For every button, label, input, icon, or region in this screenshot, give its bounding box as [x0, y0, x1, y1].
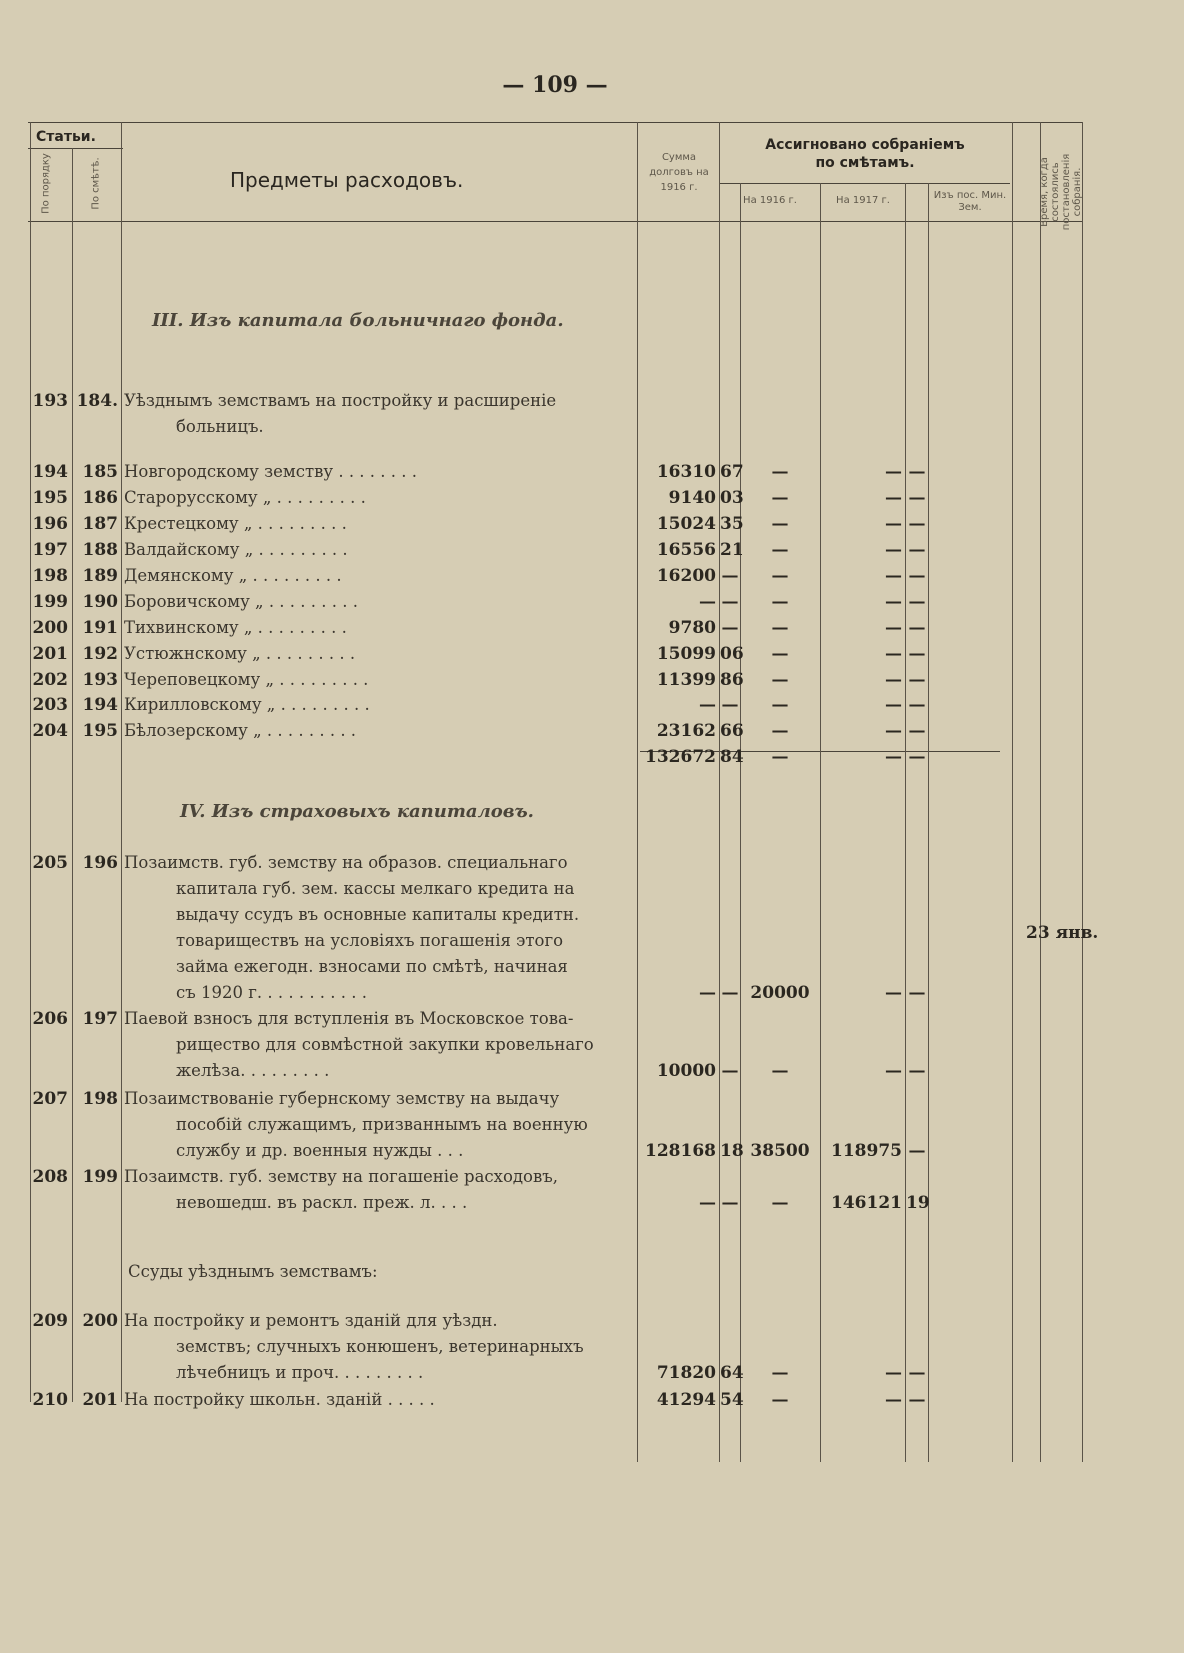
assigned-1916: — — [771, 644, 789, 664]
estimate-number: 187 — [82, 514, 118, 534]
estimate-number: 196 — [82, 853, 118, 873]
assigned-1916: — — [771, 1363, 789, 1383]
item-text: Демянскому „ . . . . . . . . . — [124, 566, 342, 585]
assigned-1916: — — [771, 1390, 789, 1410]
estimate-number: 198 — [82, 1089, 118, 1109]
assigned-1917-kop: — — [908, 592, 926, 612]
order-number: 198 — [32, 566, 68, 586]
item-text: На постройку школьн. зданій . . . . . — [124, 1390, 435, 1409]
estimate-number: 191 — [82, 618, 118, 638]
rule-min — [1012, 122, 1013, 1462]
assigned-1916: — — [771, 592, 789, 612]
rule-sum — [637, 122, 638, 1462]
assigned-1916: — — [771, 566, 789, 586]
assigned-1917-kop: — — [908, 1141, 926, 1161]
section-4-title: IV. Изъ страховыхъ капиталовъ. — [180, 801, 534, 822]
header-debts-sum: Сумма долговъ на 1916 г. — [649, 152, 709, 193]
sum-1916-rubles: 23162 — [656, 721, 716, 741]
sum-1916-kop: 66 — [720, 721, 744, 741]
assigned-1916: — — [771, 695, 789, 715]
item-text: больницъ. — [176, 417, 264, 436]
order-number: 195 — [32, 488, 68, 508]
sum-1916-kop: — — [721, 566, 739, 586]
item-text: Паевой взносъ для вступленія въ Московское това- — [124, 1009, 574, 1028]
assigned-1917-kop: — — [908, 618, 926, 638]
assigned-1916: — — [771, 618, 789, 638]
assigned-1916: 38500 — [750, 1141, 810, 1161]
header-subjects: Предметы расходовъ. — [230, 168, 464, 192]
sum-1916-rubles: — — [699, 1193, 716, 1213]
sum-1916-kop: — — [721, 983, 739, 1003]
item-text: пособій служащимъ, призваннымъ на военную — [176, 1115, 588, 1134]
order-number: 207 — [32, 1089, 68, 1109]
sum-1916-kop: 18 — [720, 1141, 744, 1161]
sum-1916-kop: 84 — [720, 747, 744, 767]
item-text: займа ежегодн. взносами по смѣтѣ, начиная — [176, 957, 568, 976]
estimate-number: 184. — [76, 391, 118, 411]
order-number: 197 — [32, 540, 68, 560]
assigned-1917-kop: — — [908, 983, 926, 1003]
assigned-1916: — — [771, 721, 789, 741]
assigned-1916: — — [771, 540, 789, 560]
item-text: съ 1920 г. . . . . . . . . . . — [176, 983, 368, 1002]
assigned-1917: — — [885, 488, 902, 508]
item-text: Валдайскому „ . . . . . . . . . — [124, 540, 348, 559]
sum-1916-kop: 67 — [720, 462, 744, 482]
rule-estimate — [121, 122, 122, 1402]
header-bottom-rule — [28, 221, 1083, 222]
estimate-number: 195 — [82, 721, 118, 741]
order-number: 205 — [32, 853, 68, 873]
sum-1916-kop: — — [721, 1193, 739, 1213]
estimate-number: 199 — [82, 1167, 118, 1187]
assigned-1917-kop: — — [908, 670, 926, 690]
estimate-number: 189 — [82, 566, 118, 586]
assigned-1916: — — [771, 747, 789, 767]
header-assigned: Ассигновано собраніемъ по смѣтамъ. — [765, 137, 965, 172]
assigned-1917-kop: — — [908, 1061, 926, 1081]
item-text: Позаимств. губ. земству на погашеніе расходовъ, — [124, 1167, 559, 1186]
item-text: Уѣзднымъ земствамъ на постройку и расширеніе — [124, 391, 557, 410]
header-by-estimate: По смѣтѣ. — [90, 157, 102, 210]
assigned-1917: — — [885, 514, 902, 534]
item-text: Боровичскому „ . . . . . . . . . — [124, 592, 358, 611]
sum-1916-kop: — — [721, 695, 739, 715]
item-text: Бѣлозерскому „ . . . . . . . . . — [124, 721, 357, 740]
assigned-1917-kop: — — [908, 721, 926, 741]
sum-1916-rubles: 41294 — [656, 1390, 716, 1410]
order-number: 200 — [32, 618, 68, 638]
rule-left — [30, 122, 31, 1402]
sum-1916-kop: 64 — [720, 1363, 744, 1383]
estimate-number: 190 — [82, 592, 118, 612]
sum-1916-kop: 03 — [720, 488, 744, 508]
order-number: 210 — [32, 1390, 68, 1410]
sum-1916-rubles: — — [699, 592, 716, 612]
rule-1916 — [820, 183, 821, 1462]
header-from-min: Изъ пос. Мин. Зем. — [933, 190, 1007, 213]
section-3-title: III. Изъ капитала больничнаго фонда. — [152, 310, 564, 331]
page-number: — 109 — — [502, 72, 608, 98]
rule-kop-divider — [740, 183, 741, 1462]
assigned-1917-kop: — — [908, 1390, 926, 1410]
sum-1916-rubles: 15099 — [656, 644, 716, 664]
header-articles: Статьи. — [36, 129, 96, 145]
loans-heading: Ссуды уѣзднымъ земствамъ: — [128, 1262, 378, 1281]
sum-1916-rubles: 11399 — [656, 670, 716, 690]
estimate-number: 188 — [82, 540, 118, 560]
assigned-1917: — — [885, 644, 902, 664]
sum-1916-rubles: 71820 — [656, 1363, 716, 1383]
estimate-number: 197 — [82, 1009, 118, 1029]
assigned-1917: — — [885, 566, 902, 586]
sum-1916-kop: — — [721, 1061, 739, 1081]
sum-1916-kop: — — [721, 592, 739, 612]
assigned-1917-kop: — — [908, 747, 926, 767]
item-text: Позаимствованіе губернскому земству на выдачу — [124, 1089, 560, 1108]
header-1917: На 1917 г. — [836, 195, 890, 206]
assigned-1916: — — [771, 488, 789, 508]
assigned-1917: — — [885, 1363, 902, 1383]
estimate-number: 192 — [82, 644, 118, 664]
estimate-number: 194 — [82, 695, 118, 715]
order-number: 199 — [32, 592, 68, 612]
order-number: 206 — [32, 1009, 68, 1029]
order-number: 202 — [32, 670, 68, 690]
assigned-1917: — — [885, 618, 902, 638]
item-text: На постройку и ремонтъ зданій для уѣздн. — [124, 1311, 498, 1330]
item-text: Крестецкому „ . . . . . . . . . — [124, 514, 347, 533]
assigned-1917-kop: — — [908, 644, 926, 664]
header-1916: На 1916 г. — [743, 195, 797, 206]
rule-time — [1040, 122, 1041, 1462]
item-text: лѣчебницъ и проч. . . . . . . . . — [176, 1363, 424, 1382]
assigned-1917-kop: — — [908, 695, 926, 715]
item-text: земствъ; случныхъ конюшенъ, ветеринарныхъ — [176, 1337, 584, 1356]
order-number: 209 — [32, 1311, 68, 1331]
sum-1916-rubles: 16310 — [656, 462, 716, 482]
assigned-1917: — — [885, 695, 902, 715]
rule-1917 — [905, 183, 906, 1462]
assigned-1916: 20000 — [750, 983, 810, 1003]
item-text: Кирилловскому „ . . . . . . . . . — [124, 695, 370, 714]
sum-1916-kop: 35 — [720, 514, 744, 534]
assigned-1917: — — [885, 747, 902, 767]
item-text: капитала губ. зем. кассы мелкаго кредита на — [176, 879, 575, 898]
assigned-1917: — — [885, 462, 902, 482]
rule-kop — [719, 122, 720, 1462]
assigned-1917-kop: — — [908, 514, 926, 534]
header-by-order: По порядку — [40, 153, 52, 214]
item-text: невошедш. въ раскл. преж. л. . . . — [176, 1193, 468, 1212]
rule-right — [1082, 122, 1083, 1462]
assigned-subrule — [720, 183, 1010, 184]
sum-1916-rubles: — — [699, 695, 716, 715]
assigned-1917-kop: — — [908, 540, 926, 560]
item-text: желѣза. . . . . . . . . — [176, 1061, 330, 1080]
estimate-number: 185 — [82, 462, 118, 482]
order-number: 196 — [32, 514, 68, 534]
sum-1916-rubles: 16556 — [656, 540, 716, 560]
sum-1916-rubles: 9780 — [668, 618, 716, 638]
order-number: 194 — [32, 462, 68, 482]
assigned-1917: — — [885, 983, 902, 1003]
sum-1916-rubles: 9140 — [668, 488, 716, 508]
order-number: 204 — [32, 721, 68, 741]
assigned-1916: — — [771, 462, 789, 482]
assigned-1917: — — [885, 592, 902, 612]
rule-1917-kop — [928, 183, 929, 1462]
sum-1916-rubles: 16200 — [656, 566, 716, 586]
item-text: Тихвинскому „ . . . . . . . . . — [124, 618, 347, 637]
item-text: Череповецкому „ . . . . . . . . . — [124, 670, 369, 689]
item-text: Старорусскому „ . . . . . . . . . — [124, 488, 366, 507]
assigned-1917-kop: — — [908, 462, 926, 482]
table-top-rule — [28, 122, 1083, 123]
assigned-1917: — — [885, 1390, 902, 1410]
order-number: 203 — [32, 695, 68, 715]
side-note: 23 янв. — [1026, 923, 1099, 943]
estimate-number: 186 — [82, 488, 118, 508]
sum-1916-kop: 21 — [720, 540, 744, 560]
order-number: 201 — [32, 644, 68, 664]
rule-order — [72, 148, 73, 1402]
item-text: рищество для совмѣстной закупки кровельнаго — [176, 1035, 594, 1054]
sum-1916-rubles: — — [699, 983, 716, 1003]
item-text: Новгородскому земству . . . . . . . . — [124, 462, 418, 481]
assigned-1917: — — [885, 721, 902, 741]
assigned-1917-kop: 19 — [906, 1193, 930, 1213]
estimate-number: 201 — [82, 1390, 118, 1410]
assigned-1917: — — [885, 1061, 902, 1081]
assigned-1917: 146121 — [831, 1193, 902, 1213]
assigned-1917-kop: — — [908, 566, 926, 586]
item-text: Позаимств. губ. земству на образов. специальнаго — [124, 853, 568, 872]
estimate-number: 193 — [82, 670, 118, 690]
sum-1916-rubles: 10000 — [656, 1061, 716, 1081]
sum-1916-rubles: 132672 — [645, 747, 716, 767]
header-time-note: Время, когда состоялись постановленія собранія. — [1039, 153, 1083, 231]
assigned-1917-kop: — — [908, 1363, 926, 1383]
sum-1916-kop: 54 — [720, 1390, 744, 1410]
sum-1916-kop: 06 — [720, 644, 744, 664]
assigned-1917: — — [885, 670, 902, 690]
assigned-1916: — — [771, 1061, 789, 1081]
sum-1916-kop: — — [721, 618, 739, 638]
assigned-1916: — — [771, 514, 789, 534]
order-number: 208 — [32, 1167, 68, 1187]
assigned-1917: — — [885, 540, 902, 560]
sum-1916-kop: 86 — [720, 670, 744, 690]
item-text: Устюжнскому „ . . . . . . . . . — [124, 644, 356, 663]
assigned-1916: — — [771, 1193, 789, 1213]
order-number: 193 — [32, 391, 68, 411]
item-text: товариществъ на условіяхъ погашенія этого — [176, 931, 564, 950]
sum-1916-rubles: 15024 — [656, 514, 716, 534]
item-text: службу и др. военныя нужды . . . — [176, 1141, 464, 1160]
assigned-1916: — — [771, 670, 789, 690]
estimate-number: 200 — [82, 1311, 118, 1331]
assigned-1917-kop: — — [908, 488, 926, 508]
assigned-1917: 118975 — [831, 1141, 902, 1161]
item-text: выдачу ссудъ въ основные капиталы кредитн. — [176, 905, 580, 924]
sum-1916-rubles: 128168 — [645, 1141, 716, 1161]
